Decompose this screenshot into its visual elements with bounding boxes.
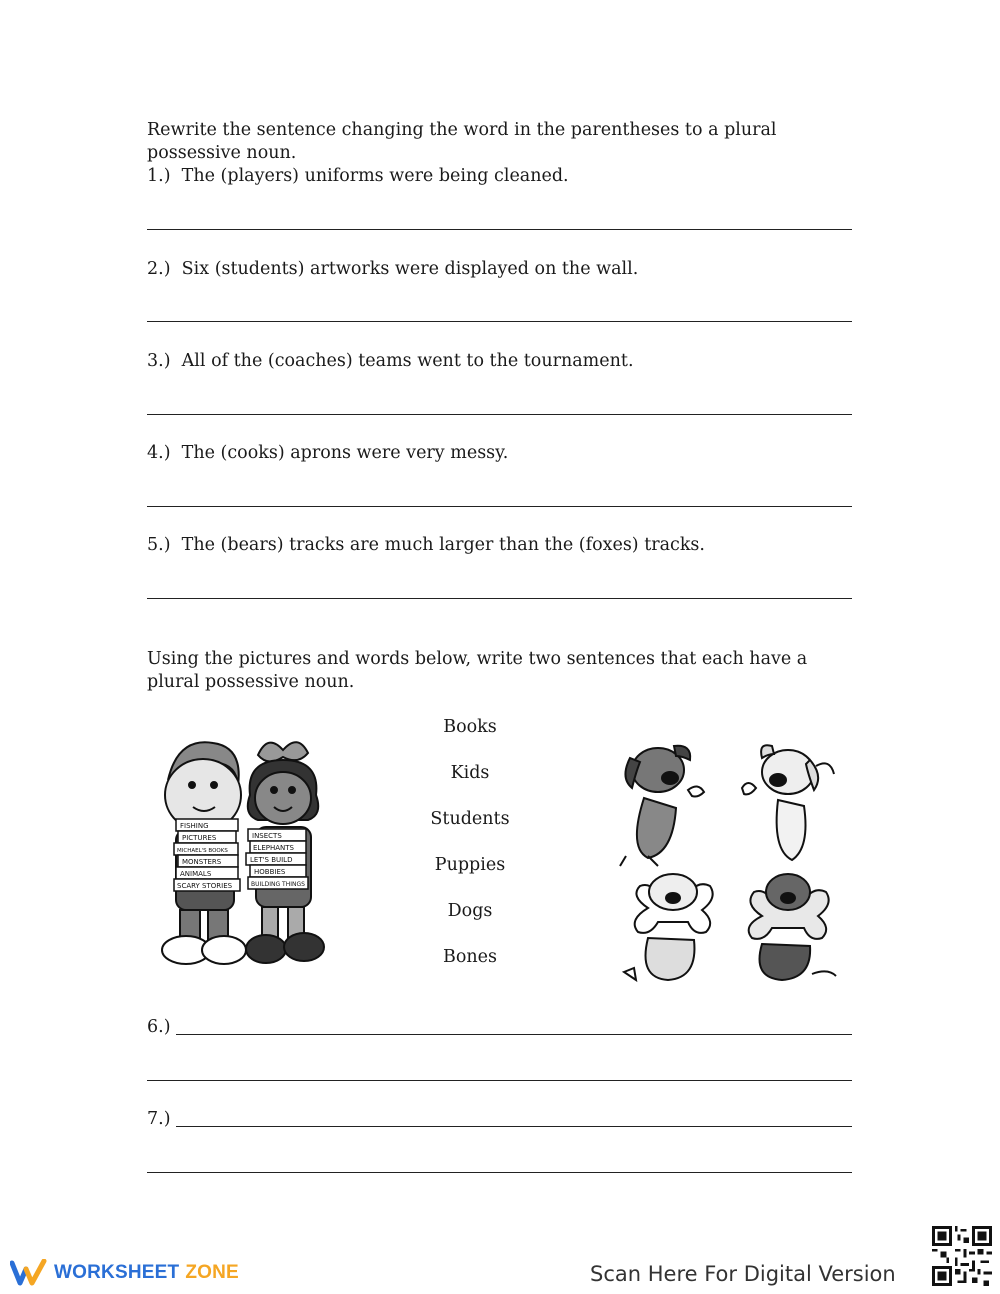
answer-line-3[interactable] — [147, 414, 852, 415]
brand-word-2: ZONE — [185, 1262, 239, 1283]
answer-line-4[interactable] — [147, 506, 852, 507]
answer-item-7-number: 7.) — [147, 1109, 171, 1129]
instruction-1: Rewrite the sentence changing the word in the parentheses to a plural possessive noun. — [147, 120, 777, 163]
book-spine-label: ANIMALS — [180, 870, 212, 878]
book-spine-label: LET'S BUILD — [250, 856, 293, 864]
question-5 — [147, 534, 705, 557]
answer-line-7a[interactable] — [176, 1126, 852, 1127]
answer-line-1[interactable] — [147, 229, 852, 230]
brand-word-1: WORKSHEET — [54, 1262, 180, 1283]
word-bank-item: Bones — [442, 947, 497, 967]
book-spine-label: MONSTERS — [182, 858, 222, 866]
word-bank-item: Dogs — [447, 901, 493, 921]
book-spine-label: ELEPHANTS — [253, 844, 294, 852]
book-spine-label: FISHING — [180, 822, 209, 830]
question-3 — [147, 350, 634, 373]
answer-line-2[interactable] — [147, 321, 852, 322]
scan-text: Scan Here For Digital Version — [590, 1262, 896, 1286]
question-2 — [147, 258, 638, 281]
word-bank-item: Kids — [450, 763, 490, 783]
question-text: The (players) uniforms were being cleaned. — [181, 166, 569, 186]
answer-line-6a[interactable] — [176, 1034, 852, 1035]
book-spine-label: MICHAEL'S BOOKS — [177, 848, 228, 854]
book-spine-label: HOBBIES — [254, 868, 286, 876]
answer-line-6b[interactable] — [147, 1080, 852, 1081]
instruction-2: Using the pictures and words below, write two sentences that each have a plural possessive noun. — [147, 649, 808, 692]
question-number: 1.) — [147, 166, 171, 186]
word-bank-item: Books — [443, 717, 497, 737]
word-bank-item: Students — [430, 809, 510, 829]
worksheet-zone-logo[interactable] — [10, 1259, 239, 1287]
question-number: 5.) — [147, 535, 171, 555]
kids-with-books-illustration — [158, 735, 328, 967]
question-text: All of the (coaches) teams went to the tournament. — [181, 351, 634, 371]
question-number: 4.) — [147, 443, 171, 463]
book-spine-label: PICTURES — [182, 834, 217, 842]
book-spine-label: BUILDING THINGS — [251, 881, 305, 888]
question-number: 2.) — [147, 259, 171, 279]
word-bank-item: Puppies — [434, 855, 506, 875]
question-1 — [147, 165, 569, 188]
book-spine-label: INSECTS — [252, 832, 282, 840]
question-text: Six (students) artworks were displayed on the wall. — [181, 259, 639, 279]
question-text: The (bears) tracks are much larger than the (foxes) tracks. — [181, 535, 705, 555]
answer-line-5[interactable] — [147, 598, 852, 599]
answer-line-7b[interactable] — [147, 1172, 852, 1173]
question-4 — [147, 442, 508, 465]
qr-code-icon[interactable] — [932, 1226, 992, 1286]
puppies-with-bones-illustration — [618, 738, 842, 986]
w-logo-icon — [10, 1259, 48, 1287]
question-text: The (cooks) aprons were very messy. — [181, 443, 509, 463]
answer-item-6-number: 6.) — [147, 1017, 171, 1037]
book-spine-label: SCARY STORIES — [177, 882, 233, 890]
question-number: 3.) — [147, 351, 171, 371]
